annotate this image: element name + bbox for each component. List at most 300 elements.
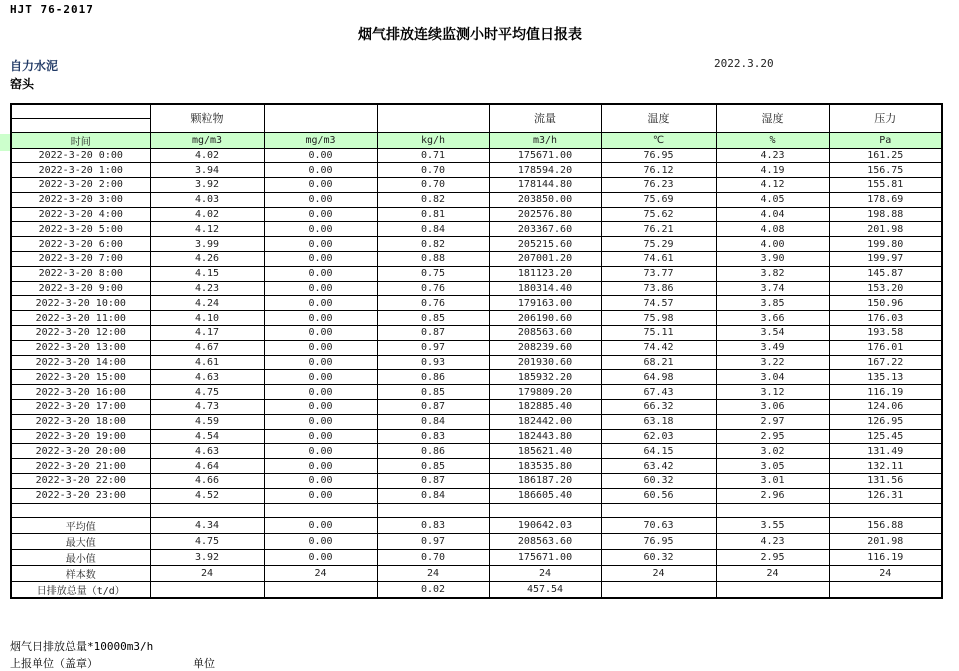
table-row: [11, 207, 942, 222]
summary-value-cell: 4.75: [150, 533, 264, 549]
value-cell: 3.90: [716, 252, 829, 267]
time-cell: 2022-3-20 10:00: [11, 296, 150, 311]
value-cell: 206190.60: [489, 311, 601, 326]
value-cell: 0.00: [264, 178, 377, 193]
table-row: [11, 400, 942, 415]
value-cell: 3.92: [150, 178, 264, 193]
value-cell: 4.63: [150, 370, 264, 385]
unit-cell-kgh: kg/h: [377, 132, 489, 148]
value-cell: 193.58: [829, 326, 942, 341]
value-cell: 73.86: [601, 281, 716, 296]
value-cell: 125.45: [829, 429, 942, 444]
value-cell: 182442.00: [489, 414, 601, 429]
value-cell: 4.23: [150, 281, 264, 296]
summary-value-cell: 0.00: [264, 549, 377, 565]
value-cell: 4.15: [150, 266, 264, 281]
table-body: [11, 148, 942, 598]
value-cell: 0.87: [377, 400, 489, 415]
report-table: [10, 103, 943, 599]
unit-cell-pa: Pa: [829, 132, 942, 148]
value-cell: 199.80: [829, 237, 942, 252]
value-cell: 4.26: [150, 252, 264, 267]
value-cell: 0.85: [377, 459, 489, 474]
value-cell: 4.63: [150, 444, 264, 459]
value-cell: 0.00: [264, 222, 377, 237]
value-cell: 198.88: [829, 207, 942, 222]
table-row: [11, 385, 942, 400]
value-cell: 63.42: [601, 459, 716, 474]
value-cell: 4.08: [716, 222, 829, 237]
table-row: [11, 340, 942, 355]
value-cell: 0.84: [377, 222, 489, 237]
value-cell: 185932.20: [489, 370, 601, 385]
summary-value-cell: [716, 581, 829, 598]
value-cell: 0.00: [264, 474, 377, 489]
value-cell: 199.97: [829, 252, 942, 267]
summary-value-cell: 0.97: [377, 533, 489, 549]
value-cell: 76.23: [601, 178, 716, 193]
value-cell: 205215.60: [489, 237, 601, 252]
header-humidity: 湿度: [716, 104, 829, 132]
header-flow: 流量: [489, 104, 601, 132]
value-cell: 0.00: [264, 148, 377, 163]
value-cell: 0.00: [264, 207, 377, 222]
reporting-unit-label: 上报单位（盖章）: [10, 657, 98, 670]
summary-value-cell: 116.19: [829, 549, 942, 565]
summary-value-cell: 70.63: [601, 517, 716, 533]
value-cell: 75.29: [601, 237, 716, 252]
time-header-cell: 时间: [11, 132, 150, 148]
value-cell: 4.61: [150, 355, 264, 370]
value-cell: 0.88: [377, 252, 489, 267]
empty-cell: [601, 503, 716, 517]
value-cell: 182443.80: [489, 429, 601, 444]
value-cell: 0.00: [264, 355, 377, 370]
summary-value-cell: 457.54: [489, 581, 601, 598]
value-cell: 0.70: [377, 178, 489, 193]
value-cell: 4.17: [150, 326, 264, 341]
summary-value-cell: 24: [489, 565, 601, 581]
value-cell: 0.00: [264, 414, 377, 429]
value-cell: 2.95: [716, 429, 829, 444]
empty-cell: [489, 503, 601, 517]
value-cell: 183535.80: [489, 459, 601, 474]
table-row: [11, 444, 942, 459]
value-cell: 124.06: [829, 400, 942, 415]
unit-cell-m3h: m3/h: [489, 132, 601, 148]
value-cell: 74.57: [601, 296, 716, 311]
summary-row: [11, 549, 942, 565]
value-cell: 60.56: [601, 488, 716, 503]
value-cell: 3.74: [716, 281, 829, 296]
value-cell: 3.06: [716, 400, 829, 415]
value-cell: 135.13: [829, 370, 942, 385]
table-row: [11, 326, 942, 341]
value-cell: 150.96: [829, 296, 942, 311]
value-cell: 3.12: [716, 385, 829, 400]
value-cell: 0.00: [264, 400, 377, 415]
time-cell: 2022-3-20 15:00: [11, 370, 150, 385]
empty-cell: [11, 503, 150, 517]
value-cell: 0.76: [377, 296, 489, 311]
value-cell: 67.43: [601, 385, 716, 400]
value-cell: 4.52: [150, 488, 264, 503]
time-cell: 2022-3-20 13:00: [11, 340, 150, 355]
value-cell: 4.64: [150, 459, 264, 474]
value-cell: 161.25: [829, 148, 942, 163]
value-cell: 0.87: [377, 474, 489, 489]
value-cell: 60.32: [601, 474, 716, 489]
summary-value-cell: 24: [601, 565, 716, 581]
value-cell: 3.54: [716, 326, 829, 341]
table-row: [11, 266, 942, 281]
summary-row: [11, 533, 942, 549]
value-cell: 0.00: [264, 340, 377, 355]
value-cell: 145.87: [829, 266, 942, 281]
value-cell: 0.71: [377, 148, 489, 163]
value-cell: 175671.00: [489, 148, 601, 163]
table-row: [11, 281, 942, 296]
value-cell: 203367.60: [489, 222, 601, 237]
value-cell: 3.22: [716, 355, 829, 370]
table-row: [11, 370, 942, 385]
summary-value-cell: [150, 581, 264, 598]
group-header-row: [11, 104, 942, 118]
empty-cell: [829, 503, 942, 517]
summary-value-cell: 0.00: [264, 517, 377, 533]
time-cell: 2022-3-20 17:00: [11, 400, 150, 415]
value-cell: 126.31: [829, 488, 942, 503]
summary-label: 最小值: [11, 549, 150, 565]
value-cell: 75.11: [601, 326, 716, 341]
value-cell: 0.84: [377, 414, 489, 429]
summary-value-cell: 190642.03: [489, 517, 601, 533]
value-cell: 201930.60: [489, 355, 601, 370]
value-cell: 4.02: [150, 148, 264, 163]
value-cell: 2.96: [716, 488, 829, 503]
value-cell: 4.03: [150, 192, 264, 207]
value-cell: 207001.20: [489, 252, 601, 267]
value-cell: 4.75: [150, 385, 264, 400]
time-cell: 2022-3-20 2:00: [11, 178, 150, 193]
header-empty-top-cell: [11, 104, 150, 118]
summary-row: [11, 565, 942, 581]
value-cell: 0.00: [264, 370, 377, 385]
value-cell: 63.18: [601, 414, 716, 429]
header-temperature: 温度: [601, 104, 716, 132]
value-cell: 153.20: [829, 281, 942, 296]
table-row: [11, 355, 942, 370]
value-cell: 4.19: [716, 163, 829, 178]
value-cell: 201.98: [829, 222, 942, 237]
value-cell: 186187.20: [489, 474, 601, 489]
value-cell: 0.85: [377, 311, 489, 326]
summary-value-cell: 24: [377, 565, 489, 581]
value-cell: 62.03: [601, 429, 716, 444]
value-cell: 4.04: [716, 207, 829, 222]
table-row: [11, 148, 942, 163]
value-cell: 0.00: [264, 281, 377, 296]
value-cell: 182885.40: [489, 400, 601, 415]
summary-row: [11, 581, 942, 598]
unit-cell-celsius: ℃: [601, 132, 716, 148]
summary-value-cell: 76.95: [601, 533, 716, 549]
value-cell: 0.00: [264, 266, 377, 281]
summary-value-cell: 24: [716, 565, 829, 581]
value-cell: 0.93: [377, 355, 489, 370]
value-cell: 0.00: [264, 192, 377, 207]
summary-value-cell: [264, 581, 377, 598]
value-cell: 0.81: [377, 207, 489, 222]
value-cell: 3.04: [716, 370, 829, 385]
value-cell: 0.82: [377, 192, 489, 207]
value-cell: 131.56: [829, 474, 942, 489]
value-cell: 208563.60: [489, 326, 601, 341]
value-cell: 3.94: [150, 163, 264, 178]
unit-cell-mgm3-1: mg/m3: [150, 132, 264, 148]
table-row: [11, 163, 942, 178]
unit-label: 单位: [193, 657, 215, 670]
company-name: 自力水泥: [10, 59, 59, 73]
value-cell: 0.00: [264, 296, 377, 311]
value-cell: 179163.00: [489, 296, 601, 311]
time-cell: 2022-3-20 3:00: [11, 192, 150, 207]
value-cell: 73.77: [601, 266, 716, 281]
table-row: [11, 311, 942, 326]
value-cell: 75.98: [601, 311, 716, 326]
value-cell: 176.01: [829, 340, 942, 355]
summary-label: 日排放总量（t/d）: [11, 581, 150, 598]
unit-cell-mgm3-2: mg/m3: [264, 132, 377, 148]
value-cell: 4.73: [150, 400, 264, 415]
summary-value-cell: 175671.00: [489, 549, 601, 565]
summary-value-cell: 24: [264, 565, 377, 581]
summary-label: 样本数: [11, 565, 150, 581]
value-cell: 202576.80: [489, 207, 601, 222]
value-cell: 4.59: [150, 414, 264, 429]
time-cell: 2022-3-20 19:00: [11, 429, 150, 444]
empty-cell: [150, 503, 264, 517]
time-cell: 2022-3-20 21:00: [11, 459, 150, 474]
value-cell: 3.49: [716, 340, 829, 355]
empty-cell: [716, 503, 829, 517]
time-cell: 2022-3-20 5:00: [11, 222, 150, 237]
value-cell: 0.76: [377, 281, 489, 296]
value-cell: 2.97: [716, 414, 829, 429]
table-header: [11, 104, 942, 148]
value-cell: 4.05: [716, 192, 829, 207]
value-cell: 176.03: [829, 311, 942, 326]
value-cell: 76.12: [601, 163, 716, 178]
value-cell: 3.02: [716, 444, 829, 459]
summary-row: [11, 517, 942, 533]
summary-value-cell: 60.32: [601, 549, 716, 565]
table-row: [11, 237, 942, 252]
value-cell: 203850.00: [489, 192, 601, 207]
table-row: [11, 474, 942, 489]
header-empty-bottom-cell: [11, 118, 150, 132]
time-cell: 2022-3-20 11:00: [11, 311, 150, 326]
value-cell: 0.00: [264, 252, 377, 267]
value-cell: 75.69: [601, 192, 716, 207]
table-row: [11, 414, 942, 429]
value-cell: 0.97: [377, 340, 489, 355]
value-cell: 3.82: [716, 266, 829, 281]
value-cell: 3.05: [716, 459, 829, 474]
summary-value-cell: 24: [829, 565, 942, 581]
table-row: [11, 488, 942, 503]
value-cell: 0.86: [377, 444, 489, 459]
value-cell: 178144.80: [489, 178, 601, 193]
value-cell: 3.85: [716, 296, 829, 311]
header-particulate: 颗粒物: [150, 104, 264, 132]
summary-value-cell: 201.98: [829, 533, 942, 549]
value-cell: 4.54: [150, 429, 264, 444]
value-cell: 3.01: [716, 474, 829, 489]
table-row: [11, 429, 942, 444]
value-cell: 0.00: [264, 444, 377, 459]
value-cell: 0.00: [264, 429, 377, 444]
value-cell: 167.22: [829, 355, 942, 370]
summary-value-cell: 0.00: [264, 533, 377, 549]
value-cell: 3.66: [716, 311, 829, 326]
value-cell: 66.32: [601, 400, 716, 415]
value-cell: 0.00: [264, 237, 377, 252]
time-cell: 2022-3-20 16:00: [11, 385, 150, 400]
value-cell: 0.87: [377, 326, 489, 341]
empty-cell: [377, 503, 489, 517]
time-cell: 2022-3-20 9:00: [11, 281, 150, 296]
summary-value-cell: [829, 581, 942, 598]
value-cell: 178.69: [829, 192, 942, 207]
summary-label: 最大值: [11, 533, 150, 549]
table-row: [11, 459, 942, 474]
standard-number: HJT 76-2017: [10, 3, 94, 16]
summary-value-cell: 2.95: [716, 549, 829, 565]
empty-cell: [264, 503, 377, 517]
header-empty-col3: [377, 104, 489, 132]
summary-value-cell: 24: [150, 565, 264, 581]
value-cell: 186605.40: [489, 488, 601, 503]
value-cell: 155.81: [829, 178, 942, 193]
time-cell: 2022-3-20 18:00: [11, 414, 150, 429]
value-cell: 0.00: [264, 459, 377, 474]
summary-value-cell: 0.70: [377, 549, 489, 565]
value-cell: 64.15: [601, 444, 716, 459]
value-cell: 180314.40: [489, 281, 601, 296]
value-cell: 0.86: [377, 370, 489, 385]
value-cell: 64.98: [601, 370, 716, 385]
time-cell: 2022-3-20 8:00: [11, 266, 150, 281]
value-cell: 0.00: [264, 311, 377, 326]
value-cell: 4.66: [150, 474, 264, 489]
blank-row: [11, 503, 942, 517]
value-cell: 4.12: [716, 178, 829, 193]
monitor-site-name: 窑头: [10, 77, 35, 91]
value-cell: 74.61: [601, 252, 716, 267]
page-title: 烟气排放连续监测小时平均值日报表: [358, 27, 582, 43]
time-cell: 2022-3-20 23:00: [11, 488, 150, 503]
unit-cell-percent: %: [716, 132, 829, 148]
time-cell: 2022-3-20 12:00: [11, 326, 150, 341]
summary-value-cell: [601, 581, 716, 598]
value-cell: 76.21: [601, 222, 716, 237]
daily-total-note: 烟气日排放总量*10000m3/h: [10, 640, 154, 653]
summary-value-cell: 156.88: [829, 517, 942, 533]
report-date: 2022.3.20: [714, 57, 774, 70]
value-cell: 74.42: [601, 340, 716, 355]
value-cell: 3.99: [150, 237, 264, 252]
value-cell: 4.12: [150, 222, 264, 237]
value-cell: 126.95: [829, 414, 942, 429]
table-row: [11, 192, 942, 207]
value-cell: 132.11: [829, 459, 942, 474]
value-cell: 116.19: [829, 385, 942, 400]
value-cell: 178594.20: [489, 163, 601, 178]
time-cell: 2022-3-20 6:00: [11, 237, 150, 252]
value-cell: 0.82: [377, 237, 489, 252]
value-cell: 75.62: [601, 207, 716, 222]
summary-label: 平均值: [11, 517, 150, 533]
summary-value-cell: 0.02: [377, 581, 489, 598]
time-cell: 2022-3-20 22:00: [11, 474, 150, 489]
value-cell: 179809.20: [489, 385, 601, 400]
value-cell: 156.75: [829, 163, 942, 178]
summary-value-cell: 4.34: [150, 517, 264, 533]
table-row: [11, 178, 942, 193]
units-row: [11, 132, 942, 148]
value-cell: 0.84: [377, 488, 489, 503]
table-row: [11, 252, 942, 267]
value-cell: 0.83: [377, 429, 489, 444]
value-cell: 208239.60: [489, 340, 601, 355]
time-cell: 2022-3-20 20:00: [11, 444, 150, 459]
header-empty-col2: [264, 104, 377, 132]
value-cell: 0.00: [264, 385, 377, 400]
value-cell: 4.23: [716, 148, 829, 163]
value-cell: 4.24: [150, 296, 264, 311]
value-cell: 0.00: [264, 488, 377, 503]
value-cell: 0.70: [377, 163, 489, 178]
value-cell: 131.49: [829, 444, 942, 459]
value-cell: 0.75: [377, 266, 489, 281]
summary-value-cell: 3.92: [150, 549, 264, 565]
summary-value-cell: 208563.60: [489, 533, 601, 549]
header-pressure: 压力: [829, 104, 942, 132]
value-cell: 181123.20: [489, 266, 601, 281]
table-row: [11, 222, 942, 237]
table-row: [11, 296, 942, 311]
value-cell: 68.21: [601, 355, 716, 370]
value-cell: 4.02: [150, 207, 264, 222]
summary-value-cell: 0.83: [377, 517, 489, 533]
value-cell: 4.67: [150, 340, 264, 355]
time-cell: 2022-3-20 0:00: [11, 148, 150, 163]
value-cell: 4.00: [716, 237, 829, 252]
time-cell: 2022-3-20 7:00: [11, 252, 150, 267]
time-cell: 2022-3-20 4:00: [11, 207, 150, 222]
value-cell: 185621.40: [489, 444, 601, 459]
value-cell: 4.10: [150, 311, 264, 326]
summary-value-cell: 3.55: [716, 517, 829, 533]
value-cell: 0.85: [377, 385, 489, 400]
value-cell: 0.00: [264, 326, 377, 341]
value-cell: 0.00: [264, 163, 377, 178]
time-cell: 2022-3-20 14:00: [11, 355, 150, 370]
summary-value-cell: 4.23: [716, 533, 829, 549]
time-cell: 2022-3-20 1:00: [11, 163, 150, 178]
value-cell: 76.95: [601, 148, 716, 163]
